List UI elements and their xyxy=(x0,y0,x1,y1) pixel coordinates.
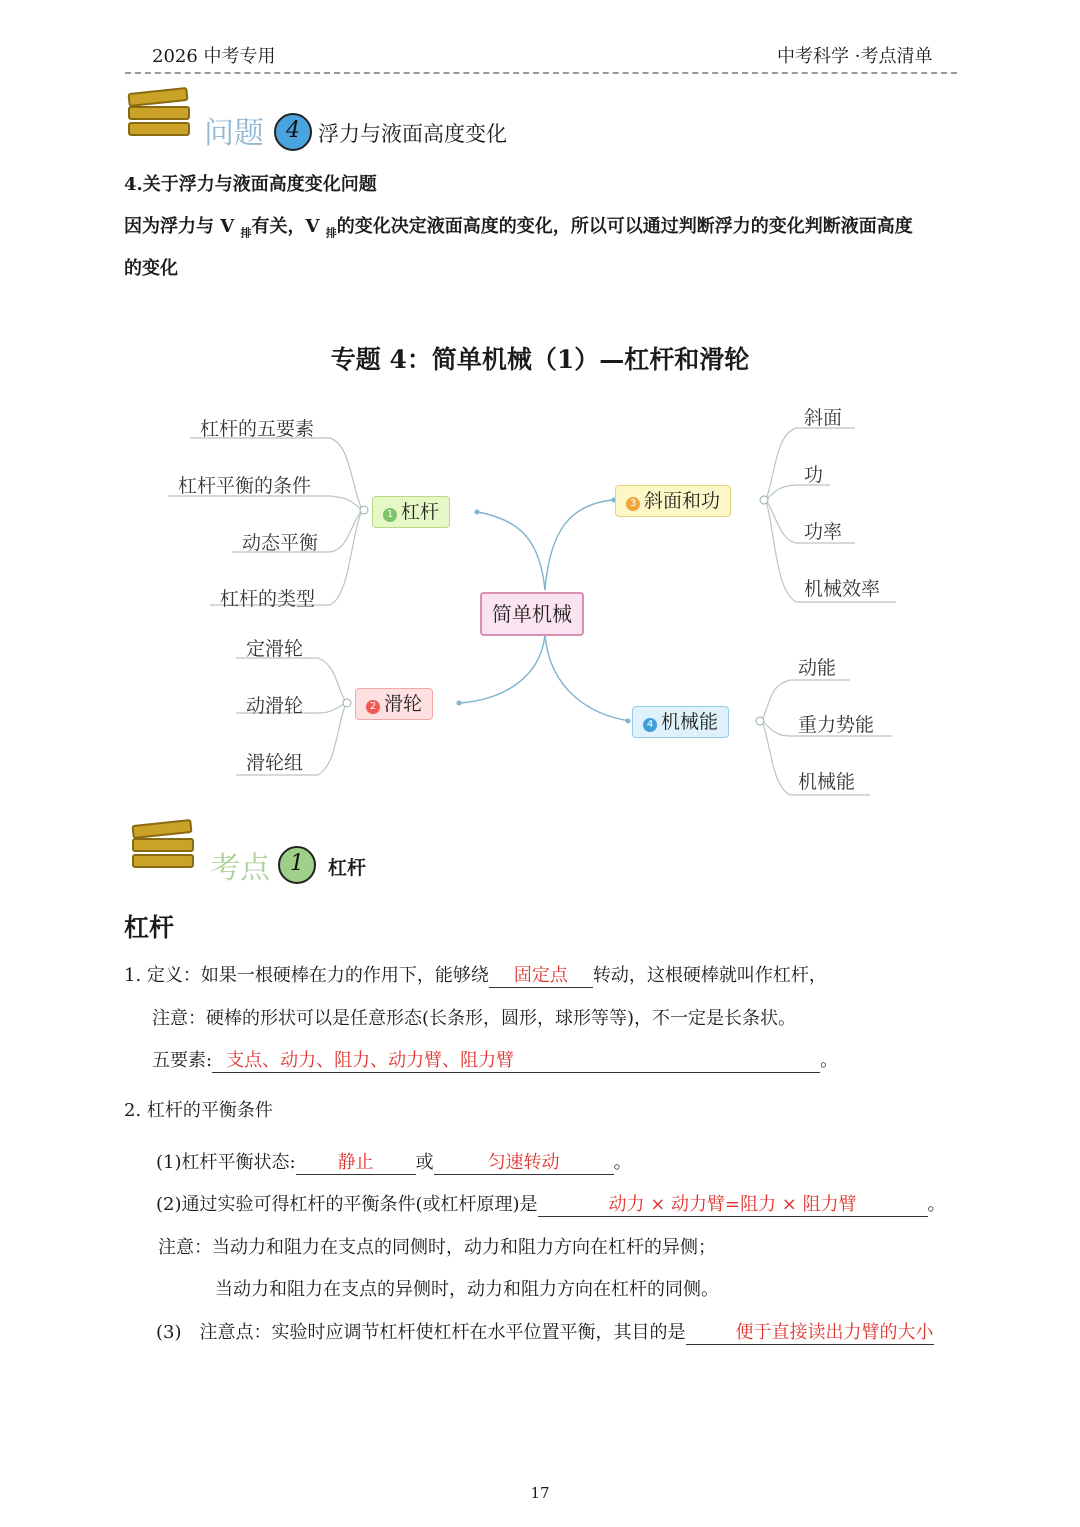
note-direction-1: 注意：当动力和阻力在支点的同侧时，动力和阻力方向在杠杆的异侧； xyxy=(158,1237,716,1258)
number-badge-icon: 1 xyxy=(278,846,316,884)
topic-title: 专题 4：简单机械（1）—杠杆和滑轮 xyxy=(330,345,750,374)
mindmap-leaf: 动态平衡 xyxy=(242,532,319,554)
experiment-note-line: (3) 注意点：实验时应调节杠杆使杠杆在水平位置平衡，其目的是 便于直接读出力臂的大小 xyxy=(156,1318,934,1345)
answer-lever-principle: 动力 × 动力臂=阻力 × 阻力臂 xyxy=(538,1190,928,1217)
header-right: 中考科学 ·考点清单 xyxy=(777,46,933,67)
answer-read-arm: 便于直接读出力臂的大小 xyxy=(686,1318,934,1345)
section-label: 考点 xyxy=(210,851,270,886)
mindmap-leaf: 杠杆的类型 xyxy=(220,588,316,610)
content-heading: 杠杆 xyxy=(124,913,175,942)
mindmap-node-pulley: 2 滑轮 xyxy=(355,688,433,720)
problem-heading: 4.关于浮力与液面高度变化问题 xyxy=(124,174,377,195)
answer-static: 静止 xyxy=(296,1148,416,1175)
note-direction-2: 当动力和阻力在支点的异侧时，动力和阻力方向在杠杆的同侧。 xyxy=(215,1279,719,1300)
mindmap-leaf: 动能 xyxy=(798,657,837,679)
section-label: 问题 xyxy=(204,116,264,151)
book-stack-icon xyxy=(132,820,196,878)
mindmap-leaf: 杠杆的五要素 xyxy=(200,418,315,440)
definition-line: 1. 定义：如果一根硬棒在力的作用下，能够绕 固定点 转动，这根硬棒就叫作杠杆， xyxy=(124,961,827,988)
mindmap-leaf: 重力势能 xyxy=(798,714,875,736)
number-dot-icon: 3 xyxy=(626,497,640,511)
mindmap-leaf: 杠杆平衡的条件 xyxy=(178,475,312,497)
mindmap-leaf: 功率 xyxy=(804,521,843,543)
number-dot-icon: 4 xyxy=(643,718,657,732)
mindmap-leaf: 斜面 xyxy=(804,407,843,429)
number-dot-icon: 2 xyxy=(366,700,380,714)
section-title: 浮力与液面高度变化 xyxy=(318,122,507,146)
page-number: 17 xyxy=(530,1484,550,1502)
balance-condition-line: (2)通过实验可得杠杆的平衡条件(或杠杆原理)是 动力 × 动力臂=阻力 × 阻力臂 。 xyxy=(156,1190,946,1217)
balance-state-line: (1)杠杆平衡状态: 静止 或 匀速转动 。 xyxy=(156,1148,632,1175)
problem-text-line1: 因为浮力与 V $_排$有关，V $_排$的变化决定液面高度的变化，所以可以通过判断浮力的变化判断液面高度 xyxy=(124,216,913,240)
header-divider xyxy=(125,72,957,74)
mindmap-node-energy: 4 机械能 xyxy=(632,706,729,738)
number-badge-icon: 4 xyxy=(274,113,312,151)
note-shape: 注意：硬棒的形状可以是任意形态(长条形，圆形，球形等等)，不一定是长条状。 xyxy=(152,1008,797,1029)
five-elements-line: 五要素: 支点、动力、阻力、动力臂、阻力臂 。 xyxy=(152,1046,838,1073)
mindmap-leaf: 机械效率 xyxy=(804,578,881,600)
mindmap-node-lever: 1 杠杆 xyxy=(372,496,450,528)
mindmap-leaf: 定滑轮 xyxy=(246,638,304,660)
mindmap-leaf: 功 xyxy=(804,464,824,486)
book-stack-icon xyxy=(128,88,192,146)
mindmap-node-incline: 3 斜面和功 xyxy=(615,485,731,517)
condition-heading: 2. 杠杆的平衡条件 xyxy=(124,1100,273,1121)
mindmap-leaf: 动滑轮 xyxy=(246,695,304,717)
answer-fixed-point: 固定点 xyxy=(489,961,593,988)
mindmap-center-node: 简单机械 xyxy=(480,592,584,636)
problem-text-line2: 的变化 xyxy=(124,258,178,279)
header-left: 2026 中考专用 xyxy=(152,46,276,67)
answer-five-elements: 支点、动力、阻力、动力臂、阻力臂 xyxy=(212,1046,820,1073)
mindmap-leaf: 滑轮组 xyxy=(246,752,304,774)
mindmap-leaf: 机械能 xyxy=(798,771,856,793)
answer-uniform-rotation: 匀速转动 xyxy=(434,1148,614,1175)
section-title: 杠杆 xyxy=(328,857,367,879)
number-dot-icon: 1 xyxy=(383,508,397,522)
